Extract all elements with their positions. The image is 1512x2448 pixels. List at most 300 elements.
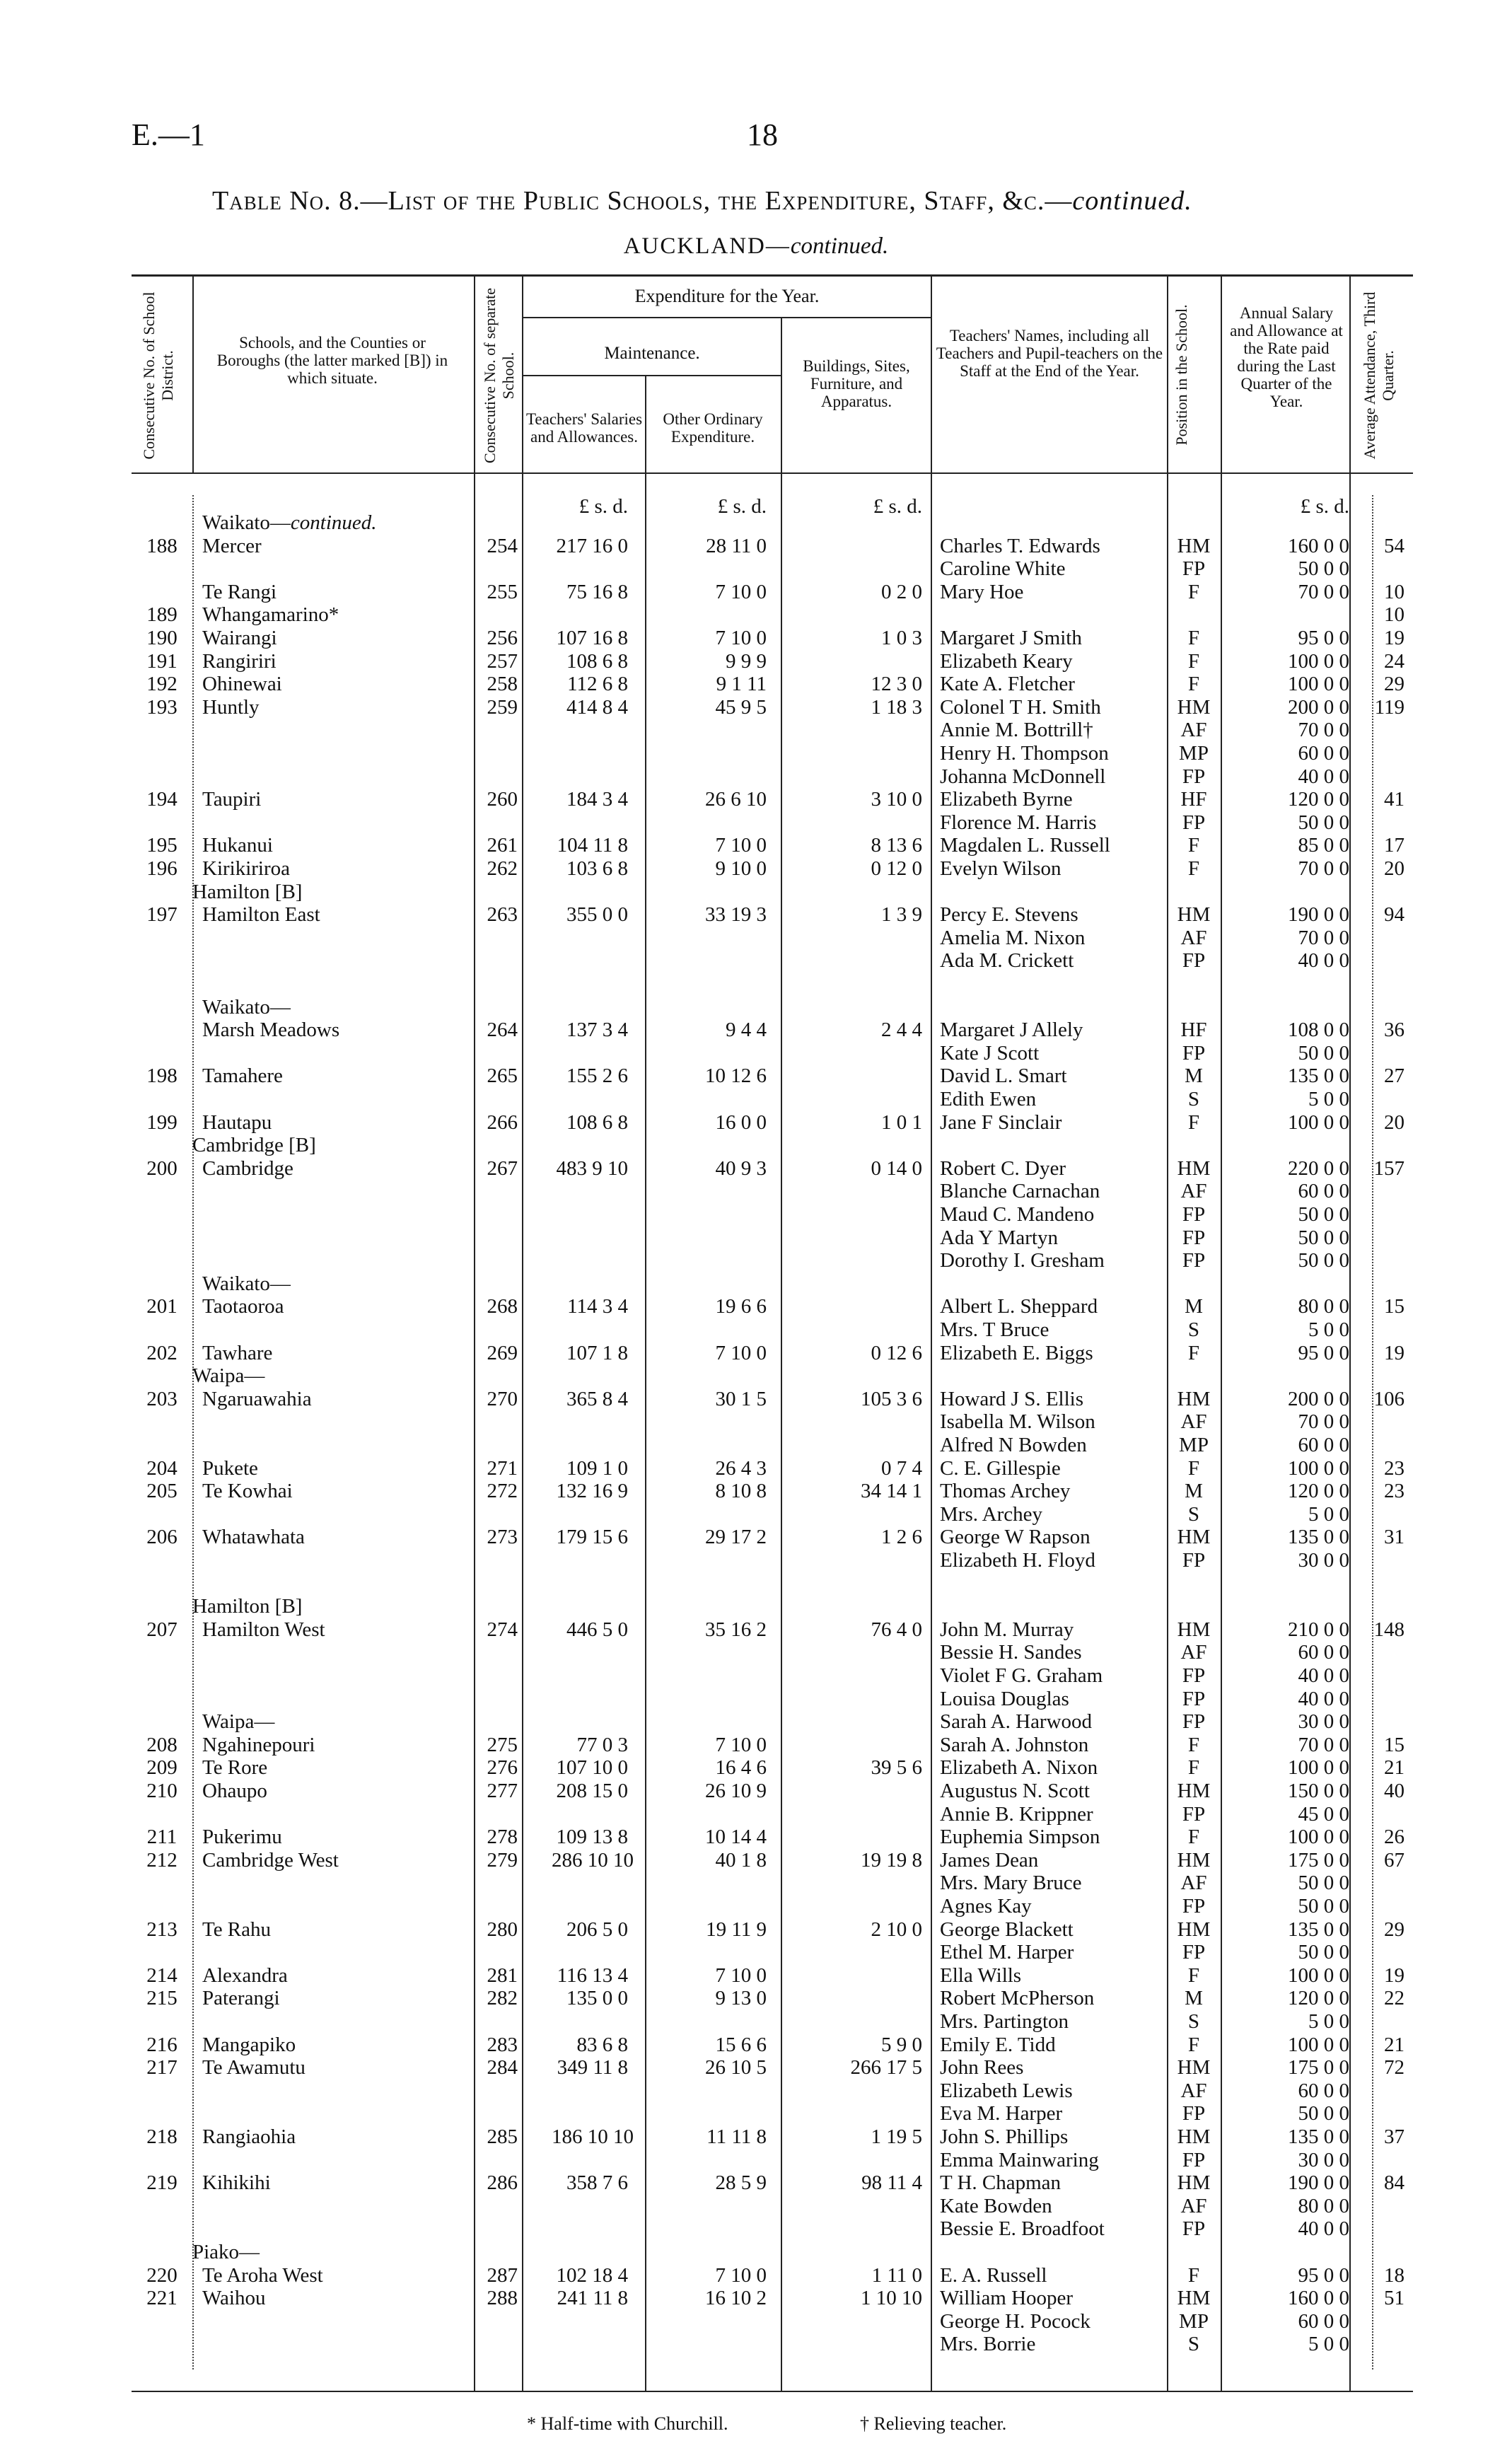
- page-number: 18: [747, 117, 778, 152]
- buildings-amount: 1 19 5: [871, 2125, 922, 2148]
- district-no: 212: [146, 1848, 178, 1872]
- salary-amount: 100 0 0: [1288, 1963, 1349, 1987]
- position: S: [1187, 1088, 1200, 1110]
- other-expenditure-amount: 26 10 9: [705, 1780, 767, 1802]
- position: HM: [1177, 1780, 1211, 1802]
- table-row: [0, 1019, 1512, 1042]
- buildings-amount: 0 14 0: [871, 1156, 922, 1180]
- position: S: [1187, 2333, 1200, 2356]
- table-row: [0, 1941, 1512, 1964]
- position: HM: [1177, 2171, 1211, 2195]
- school-name: Te Rore: [202, 1756, 268, 1780]
- position: MP: [1179, 2309, 1209, 2333]
- attendance: 41: [1384, 788, 1405, 811]
- footnote-half-time: * Half-time with Churchill.: [527, 2413, 728, 2434]
- table-row: [0, 2217, 1512, 2241]
- units-buildings: £ s. d.: [873, 495, 922, 518]
- position: AF: [1180, 719, 1207, 742]
- school-name: Mercer: [202, 534, 262, 557]
- teacher-name: Louisa Douglas: [940, 1687, 1069, 1710]
- header-school-no: Consecutive No. of separate School.: [481, 287, 517, 464]
- teacher-name: Emily E. Tidd: [940, 2033, 1056, 2056]
- teacher-name: Edith Ewen: [940, 1088, 1037, 1110]
- region-name: Waikato—: [202, 511, 291, 534]
- attendance: 84: [1384, 2171, 1405, 2195]
- buildings-amount: 105 3 6: [861, 1387, 922, 1410]
- table-row: [0, 1526, 1512, 1549]
- table-row: [0, 788, 1512, 811]
- position: AF: [1180, 1641, 1207, 1664]
- district-no: 214: [146, 1963, 178, 1987]
- school-name: Marsh Meadows: [202, 1019, 340, 1042]
- attendance: 54: [1384, 534, 1405, 557]
- teacher-name: David L. Smart: [940, 1065, 1067, 1088]
- table-row: [0, 2195, 1512, 2218]
- school-name: Piako—: [192, 2241, 260, 2263]
- position: FP: [1182, 1895, 1206, 1918]
- teacher-name: John S. Phillips: [940, 2125, 1069, 2148]
- salary-amount: 5 0 0: [1308, 2333, 1349, 2356]
- table-row: [0, 1756, 1512, 1780]
- salary-amount: 40 0 0: [1298, 949, 1349, 973]
- position: F: [1187, 649, 1200, 673]
- page-id: E.—1: [132, 117, 205, 152]
- school-name: [202, 511, 471, 535]
- position: F: [1187, 627, 1200, 649]
- table-row: [0, 1410, 1512, 1434]
- other-expenditure-amount: 7 10 0: [715, 1341, 767, 1364]
- position: FP: [1182, 811, 1206, 834]
- table-row: [0, 627, 1512, 650]
- teacher-name: Elizabeth H. Floyd: [940, 1549, 1095, 1572]
- teacher-name: George H. Pocock: [940, 2309, 1091, 2333]
- teacher-name: Florence M. Harris: [940, 811, 1097, 834]
- salary-amount: 108 0 0: [1288, 1019, 1349, 1042]
- school-name: Te Rangi: [202, 580, 277, 603]
- salary-amount: 40 0 0: [1298, 1687, 1349, 1710]
- teacher-name: Mrs. Partington: [940, 2010, 1069, 2033]
- district-no: 193: [146, 695, 178, 719]
- district-no: 200: [146, 1156, 178, 1180]
- units-salary: £ s. d.: [1300, 495, 1349, 518]
- school-no: 256: [487, 627, 518, 649]
- salaries-amount: 109 1 0: [566, 1456, 628, 1480]
- salaries-amount: 132 16 9: [556, 1480, 628, 1503]
- table-row: [0, 2034, 1512, 2057]
- salary-amount: 30 0 0: [1298, 2148, 1349, 2171]
- salary-amount: 70 0 0: [1298, 857, 1349, 880]
- other-expenditure-amount: 35 16 2: [705, 1618, 767, 1641]
- position: AF: [1180, 926, 1207, 949]
- attendance: 23: [1384, 1480, 1405, 1503]
- salaries-amount: 241 11 8: [557, 2287, 628, 2310]
- buildings-amount: 76 4 0: [871, 1618, 922, 1641]
- district-no: 197: [146, 903, 178, 927]
- teacher-name: Sarah A. Harwood: [940, 1710, 1093, 1734]
- position: FP: [1182, 1710, 1206, 1734]
- teacher-name: Dorothy I. Gresham: [940, 1249, 1105, 1272]
- salaries-amount: 414 8 4: [566, 695, 628, 719]
- district-no: 199: [146, 1110, 178, 1134]
- district-no: 221: [146, 2287, 178, 2310]
- buildings-amount: 1 0 1: [881, 1110, 922, 1134]
- school-no: 258: [487, 673, 518, 696]
- school-no: 285: [487, 2125, 518, 2148]
- position: F: [1187, 1826, 1200, 1849]
- other-expenditure-amount: 28 11 0: [706, 534, 767, 557]
- teacher-name: George W Rapson: [940, 1526, 1091, 1549]
- salaries-amount: 184 3 4: [566, 788, 628, 811]
- teacher-name: Albert L. Sheppard: [940, 1295, 1098, 1318]
- attendance: 119: [1374, 695, 1405, 719]
- other-expenditure-amount: 8 10 8: [715, 1480, 767, 1503]
- position: F: [1187, 857, 1200, 880]
- school-name: Te Kowhai: [202, 1480, 293, 1503]
- school-no: 257: [487, 649, 518, 673]
- school-name: Cambridge: [202, 1156, 293, 1180]
- salary-amount: 120 0 0: [1288, 788, 1349, 811]
- teacher-name: Evelyn Wilson: [940, 857, 1062, 880]
- position: M: [1185, 1295, 1203, 1318]
- buildings-amount: 1 3 9: [881, 903, 922, 927]
- teacher-name: Kate Bowden: [940, 2194, 1052, 2217]
- position: HM: [1177, 2287, 1211, 2310]
- school-name: Hukanui: [202, 834, 273, 857]
- buildings-amount: 1 10 10: [861, 2287, 922, 2310]
- position: HM: [1177, 2125, 1211, 2148]
- teacher-name: Ada M. Crickett: [940, 949, 1074, 973]
- other-expenditure-amount: 16 4 6: [715, 1756, 767, 1780]
- other-expenditure-amount: 9 10 0: [715, 857, 767, 880]
- attendance: 10: [1384, 580, 1405, 603]
- other-expenditure-amount: 9 4 4: [726, 1019, 767, 1042]
- other-expenditure-amount: 9 9 9: [726, 649, 767, 673]
- district-no: 194: [146, 788, 178, 811]
- position: F: [1187, 1456, 1200, 1480]
- table-row: [0, 1503, 1512, 1526]
- salary-amount: 100 0 0: [1288, 1756, 1349, 1780]
- units-other: £ s. d.: [717, 495, 767, 518]
- school-name: Ohaupo: [202, 1780, 267, 1802]
- position: F: [1187, 834, 1200, 857]
- district-no: 188: [146, 534, 178, 557]
- table-row: [0, 881, 1512, 904]
- school-name: Paterangi: [202, 1987, 280, 2010]
- table-row: [0, 1710, 1512, 1734]
- position: FP: [1182, 1226, 1206, 1249]
- salaries-amount: 446 5 0: [566, 1618, 628, 1641]
- salary-amount: 200 0 0: [1288, 695, 1349, 719]
- header-other-expenditure: Other Ordinary Expenditure.: [663, 410, 763, 446]
- school-no: 280: [487, 1918, 518, 1941]
- attendance: 148: [1373, 1618, 1405, 1641]
- table-row: [0, 1664, 1512, 1688]
- position: HF: [1180, 1019, 1207, 1042]
- table-row: [0, 1226, 1512, 1250]
- position: HM: [1177, 1387, 1211, 1410]
- attendance: 19: [1384, 1963, 1405, 1987]
- school-no: 275: [487, 1733, 518, 1756]
- position: FP: [1182, 2102, 1206, 2125]
- buildings-amount: 0 12 6: [871, 1341, 922, 1364]
- other-expenditure-amount: 7 10 0: [715, 580, 767, 603]
- school-name: Ngahinepouri: [202, 1733, 315, 1756]
- table-row: [0, 1872, 1512, 1895]
- salary-amount: 50 0 0: [1298, 2102, 1349, 2125]
- salaries-amount: 206 5 0: [566, 1918, 628, 1941]
- position: MP: [1179, 1434, 1209, 1456]
- teacher-name: Bessie E. Broadfoot: [940, 2217, 1105, 2241]
- school-name: Waikato—: [202, 995, 291, 1019]
- table-row: [0, 742, 1512, 765]
- position: HM: [1177, 1526, 1211, 1549]
- table-row: [0, 1826, 1512, 1849]
- units-salaries: £ s. d.: [578, 495, 628, 518]
- table-title-main: Table No. 8.—List of the Public Schools, the Expenditure, Staff, &c.—: [212, 186, 1073, 216]
- attendance: 21: [1384, 1756, 1405, 1780]
- table-row: [0, 1249, 1512, 1272]
- attendance: 106: [1373, 1387, 1405, 1410]
- school-name: Waikato—: [202, 1272, 291, 1295]
- other-expenditure-amount: 45 9 5: [715, 695, 767, 719]
- salary-amount: 135 0 0: [1288, 1065, 1349, 1088]
- buildings-amount: 266 17 5: [850, 2056, 922, 2079]
- other-expenditure-amount: 10 14 4: [705, 1826, 767, 1849]
- school-no: 269: [487, 1341, 518, 1364]
- header-buildings: Buildings, Sites, Furniture, and Apparatus.: [803, 357, 910, 410]
- table-row: [0, 973, 1512, 996]
- table-row: [0, 903, 1512, 927]
- attendance: 20: [1384, 857, 1405, 880]
- salaries-amount: 116 13 4: [557, 1963, 628, 1987]
- salary-amount: 100 0 0: [1288, 2033, 1349, 2056]
- school-no: 273: [487, 1526, 518, 1549]
- buildings-amount: 1 11 0: [871, 2263, 922, 2287]
- teacher-name: Elizabeth Byrne: [940, 788, 1073, 811]
- table-row: [0, 1157, 1512, 1181]
- teacher-name: Agnes Kay: [940, 1895, 1032, 1918]
- school-no: 283: [487, 2033, 518, 2056]
- table-row: [0, 2149, 1512, 2172]
- district-no: 215: [146, 1987, 178, 2010]
- salary-amount: 200 0 0: [1288, 1387, 1349, 1410]
- school-name: Rangiaohia: [202, 2125, 296, 2148]
- teacher-name: Robert C. Dyer: [940, 1156, 1066, 1180]
- school-no: 266: [487, 1110, 518, 1134]
- school-name: Wairangi: [202, 627, 277, 649]
- table-row: [0, 2333, 1512, 2356]
- position: F: [1187, 2263, 1200, 2287]
- header-teachers: Teachers' Names, including all Teachers and Pupil-teachers on the Staff at the End of the Year.: [936, 327, 1163, 380]
- district-no: 195: [146, 834, 178, 857]
- table-row: [0, 1895, 1512, 1918]
- other-expenditure-amount: 10 12 6: [705, 1065, 767, 1088]
- school-no: 278: [487, 1826, 518, 1849]
- attendance: 40: [1384, 1780, 1405, 1802]
- teacher-name: Mrs. Archey: [940, 1502, 1042, 1526]
- attendance: 27: [1384, 1065, 1405, 1088]
- table-row: [0, 1272, 1512, 1296]
- salary-amount: 95 0 0: [1298, 2263, 1349, 2287]
- attendance: 17: [1384, 834, 1405, 857]
- teacher-name: Mary Hoe: [940, 580, 1024, 603]
- header-attendance: Average Attendance, Third Quarter.: [1361, 291, 1397, 460]
- position: M: [1185, 1480, 1203, 1503]
- salaries-amount: 108 6 8: [566, 1110, 628, 1134]
- salary-amount: 30 0 0: [1298, 1549, 1349, 1572]
- table-row: [0, 2171, 1512, 2195]
- teacher-name: Emma Mainwaring: [940, 2148, 1099, 2171]
- salary-amount: 70 0 0: [1298, 1410, 1349, 1434]
- other-expenditure-amount: 7 10 0: [715, 627, 767, 649]
- salary-amount: 80 0 0: [1298, 2194, 1349, 2217]
- attendance: 23: [1384, 1456, 1405, 1480]
- salary-amount: 60 0 0: [1298, 1434, 1349, 1456]
- salary-amount: 50 0 0: [1298, 1226, 1349, 1249]
- teacher-name: T H. Chapman: [940, 2171, 1062, 2195]
- position: FP: [1182, 557, 1206, 581]
- table-row: [0, 1042, 1512, 1065]
- table-row: [0, 2010, 1512, 2034]
- salary-amount: 70 0 0: [1298, 1733, 1349, 1756]
- other-expenditure-amount: 7 10 0: [715, 1733, 767, 1756]
- table-row: [0, 1111, 1512, 1135]
- teacher-name: Amelia M. Nixon: [940, 926, 1086, 949]
- buildings-amount: 3 10 0: [871, 788, 922, 811]
- salary-amount: 50 0 0: [1298, 1872, 1349, 1895]
- attendance: 51: [1384, 2287, 1405, 2310]
- position: MP: [1179, 742, 1209, 765]
- position: FP: [1182, 949, 1206, 973]
- salary-amount: 135 0 0: [1288, 1918, 1349, 1941]
- teacher-name: Kate A. Fletcher: [940, 673, 1075, 696]
- table-row: [0, 1734, 1512, 1757]
- table-row: [0, 1388, 1512, 1411]
- table-row: [0, 2310, 1512, 2333]
- position: FP: [1182, 1549, 1206, 1572]
- salary-amount: 175 0 0: [1288, 2056, 1349, 2079]
- school-name: Ohinewai: [202, 673, 282, 696]
- salary-amount: 80 0 0: [1298, 1295, 1349, 1318]
- table-title: [212, 185, 1344, 216]
- school-no: 271: [487, 1456, 518, 1480]
- teacher-name: Caroline White: [940, 557, 1066, 581]
- attendance: 37: [1384, 2125, 1405, 2148]
- attendance: 67: [1384, 1848, 1405, 1872]
- table-row: [0, 834, 1512, 857]
- salary-amount: 100 0 0: [1288, 673, 1349, 696]
- school-no: 272: [487, 1480, 518, 1503]
- school-name: Waipa—: [192, 1364, 265, 1388]
- salaries-amount: 108 6 8: [566, 649, 628, 673]
- table-row: [0, 1780, 1512, 1803]
- salary-amount: 100 0 0: [1288, 1110, 1349, 1134]
- teacher-name: Mrs. Borrie: [940, 2333, 1036, 2356]
- district-no: 196: [146, 857, 178, 880]
- table-row: [0, 557, 1512, 581]
- other-expenditure-amount: 16 10 2: [705, 2287, 767, 2310]
- salary-amount: 190 0 0: [1288, 2171, 1349, 2195]
- table-row: [0, 765, 1512, 789]
- teacher-name: Isabella M. Wilson: [940, 1410, 1095, 1434]
- teacher-name: Kate J Scott: [940, 1041, 1040, 1065]
- district-no: 207: [146, 1618, 178, 1641]
- position: F: [1187, 1963, 1200, 1987]
- district-no: 198: [146, 1065, 178, 1088]
- school-no: 254: [487, 534, 518, 557]
- header-schools: Schools, and the Counties or Boroughs (the latter marked [B]) in which situate.: [216, 334, 448, 387]
- school-no: 277: [487, 1780, 518, 1802]
- school-no: 288: [487, 2287, 518, 2310]
- table-row: [0, 1088, 1512, 1111]
- position: FP: [1182, 765, 1206, 788]
- buildings-amount: 2 10 0: [871, 1918, 922, 1941]
- position: AF: [1180, 2079, 1207, 2102]
- buildings-amount: 1 0 3: [881, 627, 922, 649]
- salary-amount: 220 0 0: [1288, 1156, 1349, 1180]
- salary-amount: 95 0 0: [1298, 1341, 1349, 1364]
- salaries-amount: 102 18 4: [556, 2263, 628, 2287]
- teacher-name: Elizabeth E. Biggs: [940, 1341, 1093, 1364]
- position: F: [1187, 1110, 1200, 1134]
- salaries-amount: 103 6 8: [566, 857, 628, 880]
- teacher-name: Ada Y Martyn: [940, 1226, 1058, 1249]
- attendance: 157: [1373, 1156, 1405, 1180]
- table-row: [0, 1849, 1512, 1872]
- attendance: 29: [1384, 673, 1405, 696]
- buildings-amount: 98 11 4: [861, 2171, 922, 2195]
- attendance: 18: [1384, 2263, 1405, 2287]
- school-no: 260: [487, 788, 518, 811]
- table-row: [0, 1688, 1512, 1711]
- salary-amount: 5 0 0: [1308, 1502, 1349, 1526]
- school-no: 263: [487, 903, 518, 927]
- table-row: [0, 1434, 1512, 1457]
- other-expenditure-amount: 19 11 9: [706, 1918, 767, 1941]
- table-row: [0, 2241, 1512, 2264]
- school-name: Cambridge [B]: [192, 1134, 316, 1157]
- salaries-amount: 365 8 4: [566, 1387, 628, 1410]
- table-row: [0, 2056, 1512, 2079]
- other-expenditure-amount: 7 10 0: [715, 834, 767, 857]
- teacher-name: Colonel T H. Smith: [940, 695, 1101, 719]
- table-row: [0, 1480, 1512, 1503]
- table-row: [0, 2102, 1512, 2125]
- salary-amount: 135 0 0: [1288, 2125, 1349, 2148]
- salary-amount: 45 0 0: [1298, 1802, 1349, 1826]
- district-no: 190: [146, 627, 178, 649]
- salary-amount: 60 0 0: [1298, 1641, 1349, 1664]
- table-row: [0, 673, 1512, 696]
- salaries-amount: 358 7 6: [566, 2171, 628, 2195]
- school-name: Hautapu: [202, 1110, 272, 1134]
- school-name: Hamilton West: [202, 1618, 325, 1641]
- buildings-amount: 1 18 3: [871, 695, 922, 719]
- teacher-name: William Hooper: [940, 2287, 1074, 2310]
- position: FP: [1182, 1941, 1206, 1964]
- position: AF: [1180, 2194, 1207, 2217]
- maintenance-span-rule: [523, 375, 781, 376]
- salary-amount: 5 0 0: [1308, 1088, 1349, 1110]
- salary-amount: 190 0 0: [1288, 903, 1349, 927]
- salaries-amount: 107 16 8: [556, 627, 628, 649]
- position: HM: [1177, 2056, 1211, 2079]
- position: FP: [1182, 1249, 1206, 1272]
- school-name: Tawhare: [202, 1341, 273, 1364]
- teacher-name: Alfred N Bowden: [940, 1434, 1087, 1456]
- salary-amount: 50 0 0: [1298, 557, 1349, 581]
- table-row: [0, 2079, 1512, 2103]
